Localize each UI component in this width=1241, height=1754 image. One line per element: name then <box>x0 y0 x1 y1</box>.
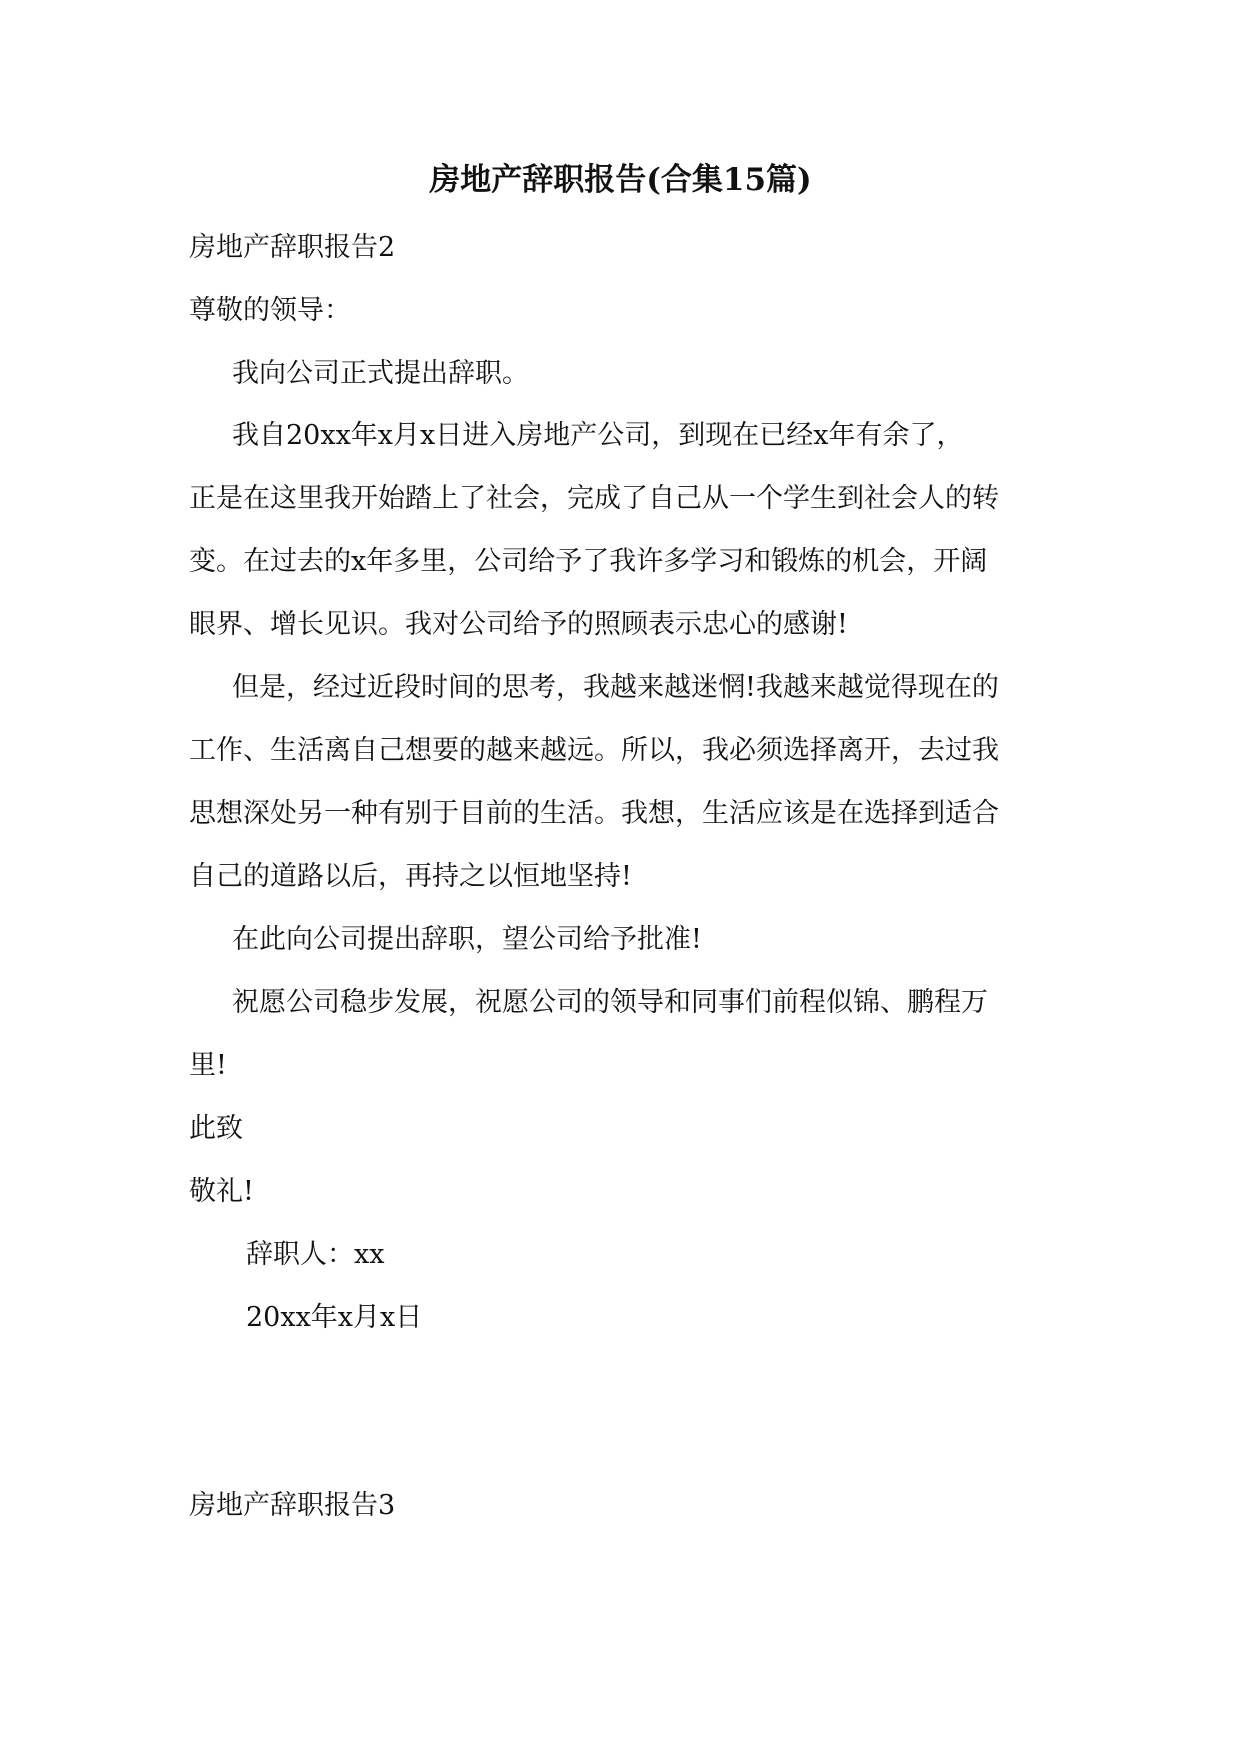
paragraph-4: 在此向公司提出辞职，望公司给予批准! <box>232 924 702 955</box>
signature: 辞职人：xx <box>246 1239 385 1270</box>
document-title: 房地产辞职报告(合集15篇) <box>429 162 812 198</box>
paragraph-5-line: 里! <box>189 1050 227 1081</box>
paragraph-5-line: 祝愿公司稳步发展，祝愿公司的领导和同事们前程似锦、鹏程万 <box>232 987 988 1018</box>
paragraph-3-line: 自己的道路以后，再持之以恒地坚持! <box>189 861 632 892</box>
paragraph-3-line: 思想深处另一种有别于目前的生活。我想，生活应该是在选择到适合 <box>189 798 999 829</box>
closing-line: 敬礼! <box>189 1176 254 1207</box>
section-heading: 房地产辞职报告3 <box>189 1490 396 1521</box>
paragraph-2-line: 我自20xx年x月x日进入房地产公司，到现在已经x年有余了， <box>232 420 964 451</box>
paragraph-2-line: 眼界、增长见识。我对公司给予的照顾表示忠心的感谢! <box>189 609 848 640</box>
closing-line: 此致 <box>189 1113 243 1144</box>
paragraph-3-line: 工作、生活离自己想要的越来越远。所以，我必须选择离开，去过我 <box>189 735 999 766</box>
paragraph-1: 我向公司正式提出辞职。 <box>232 358 529 389</box>
salutation: 尊敬的领导： <box>189 295 351 326</box>
paragraph-3-line: 但是，经过近段时间的思考，我越来越迷惘!我越来越觉得现在的 <box>232 672 999 703</box>
section-heading: 房地产辞职报告2 <box>189 232 396 263</box>
signature-date: 20xx年x月x日 <box>246 1302 423 1333</box>
paragraph-2-line: 正是在这里我开始踏上了社会，完成了自己从一个学生到社会人的转 <box>189 483 999 514</box>
paragraph-2-line: 变。在过去的x年多里，公司给予了我许多学习和锻炼的机会，开阔 <box>189 546 988 577</box>
